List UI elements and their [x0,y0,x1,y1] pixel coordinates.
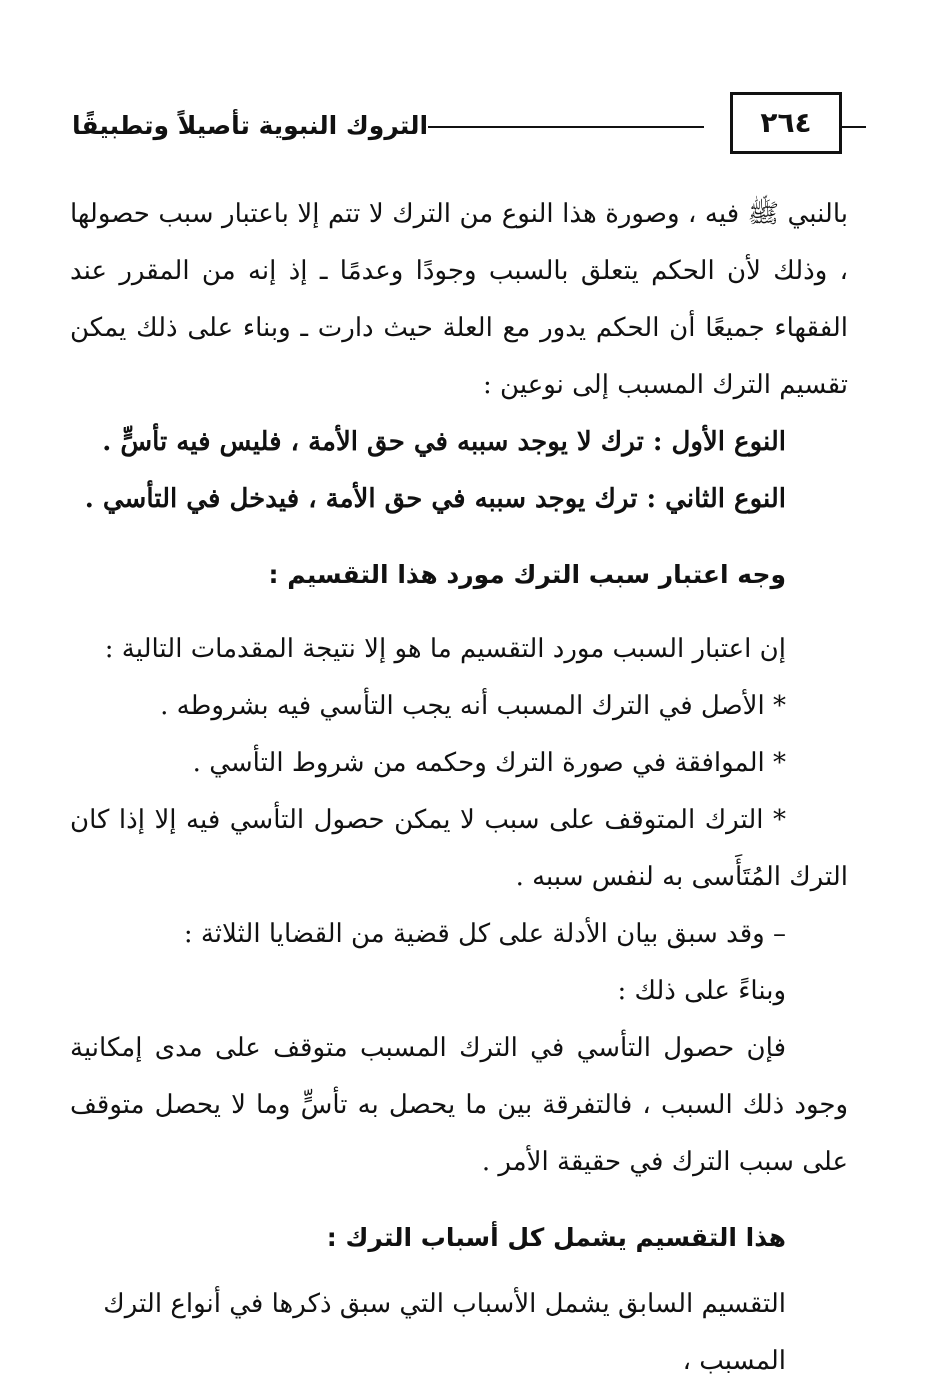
running-header [58,92,866,156]
page-body [70,186,848,1388]
type-one: النوع الأول : ترك لا يوجد سببه في حق الأمة ، فليس فيه تأسٍّ . [102,427,786,457]
conclusion-paragraph: فإن حصول التأسي في الترك المسبب متوقف على مدى إمكانية وجود ذلك السبب ، فالتفرقة بين ما يحصل به تأسٍّ وما لا يحصل متوقف على سبب الترك في حقيقة الأمر . [70,1033,848,1177]
premise-item: * الأصل في الترك المسبب أنه يجب التأسي فيه بشروطه . [160,691,786,721]
therefore-line: وبناءً على ذلك : [617,976,786,1006]
premise-three: * الترك المتوقف على سبب لا يمكن حصول التأسي فيه إلا إذا كان الترك المُتَأَسى به لنفس سببه . [70,805,848,892]
premises-intro: إن اعتبار السبب مورد التقسيم ما هو إلا نتيجة المقدمات التالية : [104,634,786,664]
running-title: التروك النبوية تأصيلاً وتطبيقًا [58,108,428,144]
page-number: ٢٦٤ [730,92,842,154]
evidence-note: – وقد سبق بيان الأدلة على كل قضية من القضايا الثلاثة : [183,919,786,949]
premise-item: * الموافقة في صورة الترك وحكمه من شروط التأسي . [192,748,786,778]
type-two: النوع الثاني : ترك يوجد سببه في حق الأمة ، فيدخل في التأسي . [84,484,786,514]
header-rule-end [842,126,866,128]
section-heading-coverage: هذا التقسيم يشمل كل أسباب الترك : [326,1223,786,1252]
intro-paragraph: بالنبي ﷺ فيه ، وصورة هذا النوع من الترك لا تتم إلا باعتبار سبب حصولها ، وذلك لأن الحكم يتعلق بالسبب وجودًا وعدمًا ـ إذ إنه من المقرر عند الفقهاء جميعًا أن الحكم يدور مع العلة حيث دارت ـ وبناء على ذلك يمكن تقسيم الترك المسبب إلى نوعين : [70,199,848,400]
closing-line: التقسيم السابق يشمل الأسباب التي سبق ذكرها في أنواع الترك المسبب ، [103,1289,786,1376]
section-heading-reason: وجه اعتبار سبب الترك مورد هذا التقسيم : [268,560,786,589]
